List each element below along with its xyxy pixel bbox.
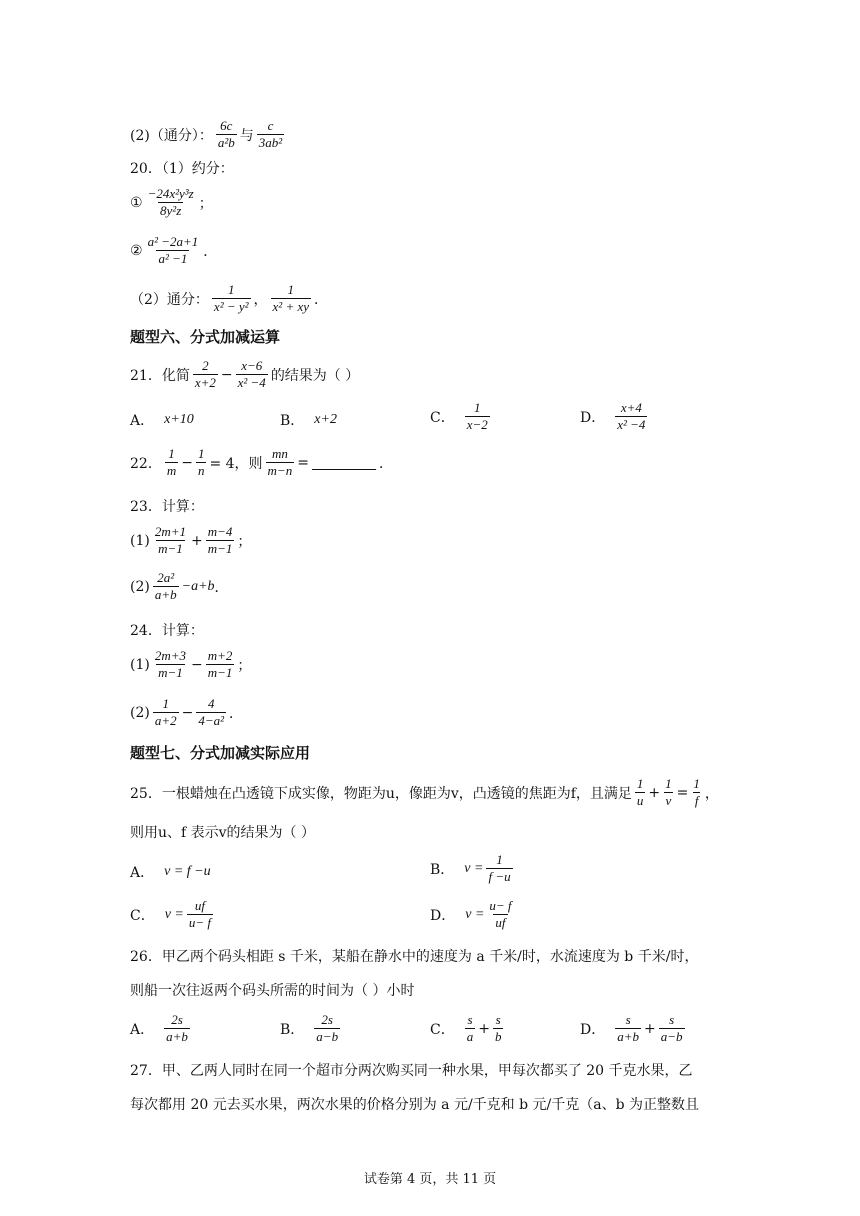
q21-option-d[interactable]: D． $\frac{x+4}{\text{x² −4}}$ [580,400,646,432]
q22: 22． $\frac{1}{m}$ − $\frac{1}{n}$ = 4，则 $\frac{mn}{m-n}$ = ． [130,446,393,478]
q23-part2: (2) $\frac{\text{2a²}}{a+b}$ −a+b ． [130,570,229,602]
q24-stem: 24．计算： [130,623,204,639]
fraction: $\frac{mn}{m-n}$ [267,446,293,478]
q21-option-b[interactable]: B． x+2 [280,412,337,429]
fraction: $\frac{c}{\text{3ab²}}$ [258,118,283,150]
page-footer: 试卷第 4 页，共 11 页 [363,1172,497,1187]
fraction: $\frac{1}{n}$ [197,446,205,478]
q20-item1: ① $\frac{\text{−24x²y³z}}{\text{8y²z}}$ ； [130,186,213,218]
q25-line1: 25．一根蜡烛在凸透镜下成实像，物距为u，像距为v，凸透镜的焦距为f，且满足 $\frac{1}{u}$ + $\frac{1}{v}$ = $\frac{1}{f}$ ， [130,776,719,808]
q25-option-a[interactable]: A． v = f −u [130,864,211,881]
answer-blank[interactable] [312,455,376,470]
q21-option-a[interactable]: A． x+10 [130,412,194,429]
fraction: $\frac{6c}{\text{a²b}}$ [217,118,235,150]
q23-part1: (1) $\frac{2m+1}{m-1}$ + $\frac{m-4}{m-1}$ ； [130,524,252,556]
q25-option-c[interactable]: C． v = $\frac{uf}{u- f}$ [130,898,212,930]
fraction: $\frac{\text{a² −2a+1}}{\text{a² −1}}$ [147,234,199,266]
q27-line2: 每次都用 20 元去买水果，两次水果的价格分别为 a 元/千克和 b 元/千克（a、b 为正整数且 [130,1097,700,1113]
fraction: $\frac{1}{\text{x² + xy}}$ [272,282,310,314]
q24-part2: (2) $\frac{1}{a+2}$ − $\frac{4}{\text{4−a²}}$ ． [130,696,244,728]
q24-part1: (1) $\frac{2m+3}{m-1}$ − $\frac{m+2}{m-1}$ ； [130,648,252,680]
fraction: $\frac{1}{m}$ [166,446,177,478]
fraction: $\frac{\text{−24x²y³z}}{\text{8y²z}}$ [147,186,194,218]
q26-option-d[interactable]: D． $\frac{s}{a+b}$ + $\frac{s}{a-b}$ [580,1012,683,1044]
fraction: $\frac{x-6}{\text{x² −4}}$ [237,358,266,390]
q19-part2-label: (2)（通分）： [130,127,213,144]
section-heading-7: 题型七、分式加减实际应用 [130,744,311,762]
q21-option-c[interactable]: C． $\frac{1}{x-2}$ [430,400,488,432]
q25-option-b[interactable]: B． v = $\frac{1}{f -u}$ [430,852,511,884]
q25-line2: 则用u、f 表示v的结果为（ ） [130,825,316,841]
q19-part2: (2)（通分）： $\frac{6c}{\text{a²b}}$ 与 $\frac{c}{\text{3ab²}}$ [130,118,283,150]
q26-line2: 则船一次往返两个码头所需的时间为（ ）小时 [130,983,415,999]
section-heading-6: 题型六、分式加减运算 [130,328,281,346]
q26-option-c[interactable]: C． $\frac{s}{a}$ + $\frac{s}{b}$ [430,1012,502,1044]
q26-line1: 26．甲乙两个码头相距 s 千米，某船在静水中的速度为 a 千米/时，水流速度为 b 千米/时， [130,949,699,965]
q21-stem: 21．化简 $\frac{2}{x+2}$ − $\frac{x-6}{\text{x² −4}}$ 的结果为（ ） [130,358,360,390]
q26-option-b[interactable]: B． $\frac{2s}{a-b}$ [280,1012,339,1044]
fraction: $\frac{1}{\text{x² − y²}}$ [213,282,249,314]
q20-item2: ② $\frac{\text{a² −2a+1}}{\text{a² −1}}$ ． [130,234,218,266]
q27-line1: 27．甲、乙两人同时在同一个超市分两次购买同一种水果，甲每次都买了 20 千克水果，乙 [130,1063,693,1079]
q25-option-d[interactable]: D． v = $\frac{u- f}{uf}$ [430,898,512,930]
fraction: $\frac{2}{x+2}$ [194,358,216,390]
q20-stem: 20．（1）约分： [130,161,234,177]
q23-stem: 23．计算： [130,499,204,515]
q20-part2: （2）通分： $\frac{1}{\text{x² − y²}}$ ， $\frac{1}{\text{x² + xy}}$ ． [130,282,329,314]
q26-option-a[interactable]: A． $\frac{2s}{a+b}$ [130,1012,188,1044]
